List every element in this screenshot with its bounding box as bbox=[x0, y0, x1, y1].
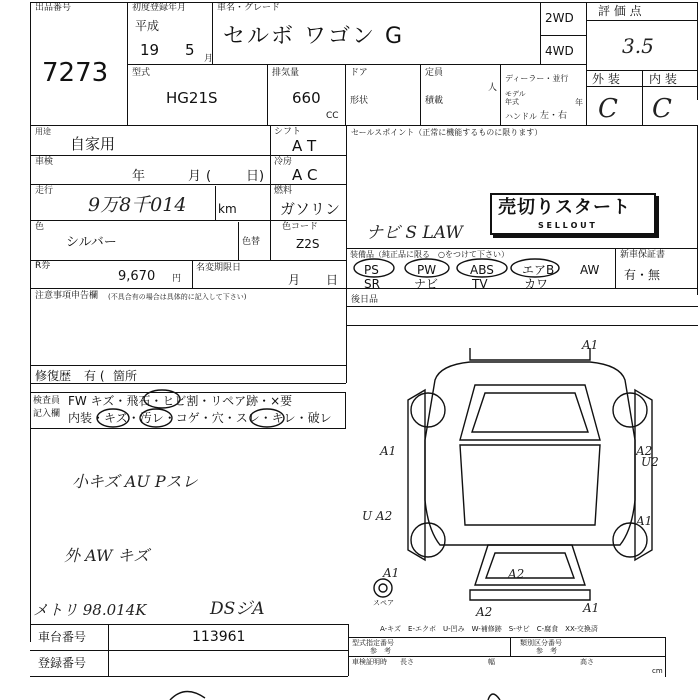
model-year-label-2: 年式 bbox=[505, 98, 519, 106]
displacement-label: 排気量 bbox=[272, 68, 300, 78]
color-code: Z2S bbox=[296, 237, 320, 251]
inspection-day: 日) bbox=[246, 169, 265, 184]
registration-label: 初度登録年月 bbox=[132, 3, 187, 13]
model-label: 車名・グレード bbox=[217, 3, 281, 13]
handle-value: 左・右 bbox=[540, 111, 568, 121]
check-label-2: 記入欄 bbox=[33, 409, 61, 419]
mark-left-rear: U A2 bbox=[362, 509, 393, 523]
ac-label: 冷房 bbox=[274, 157, 293, 167]
recycle-period-label: 名変期限日 bbox=[196, 263, 242, 273]
bottom-scribble-left bbox=[170, 691, 205, 700]
wheel-rear-left bbox=[411, 523, 445, 557]
selling-points-label: セールスポイント（正常に機能するものに限ります） bbox=[351, 128, 543, 137]
model-spec-label: 型式指定番号 bbox=[352, 639, 394, 647]
score-label: 評 価 点 bbox=[598, 4, 642, 18]
recycle-day: 日 bbox=[326, 273, 339, 287]
recycle-unit: 円 bbox=[172, 274, 182, 284]
rear-window-inner bbox=[486, 553, 574, 578]
registration-year: 19 bbox=[140, 41, 160, 59]
bottom-scribble-right bbox=[488, 694, 500, 700]
check-row-1: FW キズ・飛石・ヒビ割・リペア跡・×要 bbox=[68, 394, 293, 408]
sellout-title: 売切りスタート bbox=[498, 197, 631, 218]
color-change-label: 色替 bbox=[242, 237, 261, 247]
equipment-label: 装備品（純正品に限る ○をつけて下さい） bbox=[350, 250, 509, 259]
mark-rear-bumper: A2 bbox=[476, 605, 493, 619]
mark-right-rear: A1 bbox=[636, 514, 653, 528]
type-label: 型式 bbox=[132, 68, 151, 78]
repair-suffix: 箇所 bbox=[113, 369, 138, 383]
registration-month: 5 bbox=[185, 41, 195, 59]
equip-navi: ナビ bbox=[414, 277, 439, 291]
check-row-2: 内装・キズ・汚レ・コゲ・穴・スレ・キレ・破レ bbox=[68, 411, 332, 425]
capacity-unit: 人 bbox=[488, 83, 498, 93]
right-side-outline bbox=[635, 390, 652, 560]
equip-pw: PW bbox=[417, 263, 437, 277]
notes-sub: (不具合有の場合は具体的に記入して下さい) bbox=[108, 293, 247, 301]
inspection-label: 車検 bbox=[35, 157, 54, 167]
equip-aw: AW bbox=[580, 263, 600, 277]
selling-points-note: ナビ S LAW bbox=[366, 223, 463, 243]
roof-outline bbox=[460, 445, 600, 525]
drive-2wd: 2WD bbox=[545, 11, 574, 25]
ac-value: A C bbox=[292, 166, 318, 184]
lot-number: 7273 bbox=[42, 58, 109, 88]
width-label: 幅 bbox=[488, 658, 495, 666]
repair-label: 修復歴 bbox=[35, 369, 72, 383]
diagram-legend: A-キズ E-エクボ U-凹み W-補修跡 S-サビ C-腐食 XX-交換済 bbox=[380, 625, 598, 633]
color-label: 色 bbox=[35, 222, 45, 232]
mark-right-front: A2 bbox=[636, 444, 653, 458]
mileage-unit: km bbox=[218, 202, 237, 216]
circle-ps-mark bbox=[354, 259, 394, 277]
rear-info-label: 後日品 bbox=[351, 295, 379, 305]
front-bumper-outline bbox=[470, 348, 590, 360]
sellout-subtitle: S E L L O U T bbox=[538, 221, 595, 230]
rear-window-outline bbox=[475, 545, 585, 585]
recycle-month: 月 bbox=[288, 273, 301, 287]
mark-rear-right: A1 bbox=[583, 601, 600, 615]
spare-tire-hub bbox=[379, 584, 387, 592]
rear-bumper-outline bbox=[470, 590, 590, 600]
mark-front-bumper: A1 bbox=[582, 338, 599, 352]
circle-airbag-mark bbox=[511, 259, 559, 277]
equip-sr: SR bbox=[364, 277, 380, 291]
lot-label: 出品番号 bbox=[35, 3, 72, 13]
shift-value: A T bbox=[292, 137, 317, 155]
model-spec-ref: 参 考 bbox=[370, 647, 391, 655]
mileage-value: 9万8千014 bbox=[88, 194, 187, 216]
shift-label: シフト bbox=[274, 127, 302, 137]
model-year-label-1: モデル bbox=[505, 90, 526, 98]
spare-tire-icon bbox=[374, 579, 392, 597]
mark-right-front-2: U2 bbox=[641, 455, 659, 469]
registration-month-unit: 月 bbox=[204, 54, 214, 64]
hand-note-2: 外 AW キズ bbox=[64, 546, 150, 565]
color-code-label: 色コード bbox=[282, 222, 319, 232]
circle-dirt bbox=[140, 409, 172, 427]
category-label: 類別区分番号 bbox=[520, 639, 562, 647]
equip-tv: TV bbox=[472, 277, 488, 291]
equip-airbag: エアB bbox=[522, 263, 555, 277]
door-shape-label: 形状 bbox=[350, 96, 369, 106]
capacity-label: 定員 bbox=[425, 68, 444, 78]
inspection-year: 年 bbox=[132, 169, 146, 184]
chassis-value: 113961 bbox=[192, 629, 246, 645]
fuel-value: ガソリン bbox=[280, 200, 341, 218]
hand-note-1: 小キズ AU Pスレ bbox=[72, 472, 198, 491]
score-value: 3.5 bbox=[622, 34, 654, 58]
equip-ps: PS bbox=[364, 263, 379, 277]
equip-abs: ABS bbox=[470, 263, 494, 277]
mileage-label: 走行 bbox=[35, 186, 54, 196]
model-year-unit: 年 bbox=[575, 98, 583, 107]
spare-label: スペア bbox=[373, 599, 394, 607]
usage-label: 用途 bbox=[35, 127, 51, 136]
cert-label: 車検証明時 bbox=[352, 658, 387, 666]
score-exterior: C bbox=[598, 94, 618, 124]
chassis-label: 車台番号 bbox=[38, 630, 87, 644]
body-top-outline bbox=[425, 362, 635, 545]
check-label-1: 検査員 bbox=[33, 396, 61, 406]
hand-note-4: DSジA bbox=[210, 599, 265, 619]
hand-note-3: メトリ 98.014K bbox=[33, 601, 147, 619]
height-label: 高さ bbox=[580, 658, 594, 666]
score-interior: C bbox=[652, 94, 672, 124]
circle-flying-stone bbox=[144, 390, 180, 408]
door-label: ドア bbox=[350, 68, 368, 78]
mark-rear-window: A2 bbox=[508, 567, 525, 581]
mark-spare: A1 bbox=[383, 566, 400, 580]
circle-abs-mark bbox=[457, 259, 507, 277]
registration-no-label: 登録番号 bbox=[38, 656, 87, 670]
left-side-outline bbox=[408, 390, 425, 560]
displacement-unit: CC bbox=[326, 111, 339, 121]
cm-label: cm bbox=[652, 667, 663, 675]
equip-leather: カワ bbox=[524, 277, 549, 291]
fuel-label: 燃料 bbox=[274, 186, 293, 196]
type-value: HG21S bbox=[166, 89, 218, 107]
inspection-paren: ( bbox=[206, 169, 212, 184]
circle-pw-mark bbox=[405, 259, 449, 277]
load-label: 積載 bbox=[425, 96, 444, 106]
dealer-label: ディーラー・並行 bbox=[505, 74, 569, 83]
circle-scuff bbox=[250, 409, 284, 427]
inspection-month: 月 bbox=[188, 169, 202, 184]
color-value: シルバー bbox=[66, 235, 117, 250]
new-warranty-label: 新車保証書 bbox=[620, 250, 666, 260]
displacement-value: 660 bbox=[292, 89, 321, 107]
repair-value: 有 ( bbox=[84, 369, 105, 383]
drive-4wd: 4WD bbox=[545, 44, 574, 58]
length-label: 長さ bbox=[400, 658, 414, 666]
recycle-value: 9,670 bbox=[118, 269, 156, 284]
handle-label: ハンドル bbox=[505, 112, 537, 121]
wheel-rear-right bbox=[613, 523, 647, 557]
circle-scratch bbox=[97, 409, 129, 427]
notes-label: 注意事項申告欄 bbox=[35, 291, 99, 301]
warranty-value: 有・無 bbox=[624, 268, 661, 282]
score-interior-label: 内 装 bbox=[649, 72, 677, 86]
mark-left-front: A1 bbox=[380, 444, 397, 458]
recycle-label: R券 bbox=[35, 261, 51, 271]
model-name: セルボ ワゴン G bbox=[223, 24, 405, 49]
windshield-inner bbox=[472, 393, 588, 432]
category-ref: 参 考 bbox=[536, 647, 557, 655]
usage-value: 自家用 bbox=[70, 135, 116, 153]
score-exterior-label: 外 装 bbox=[592, 72, 620, 86]
registration-era: 平成 bbox=[135, 19, 160, 33]
